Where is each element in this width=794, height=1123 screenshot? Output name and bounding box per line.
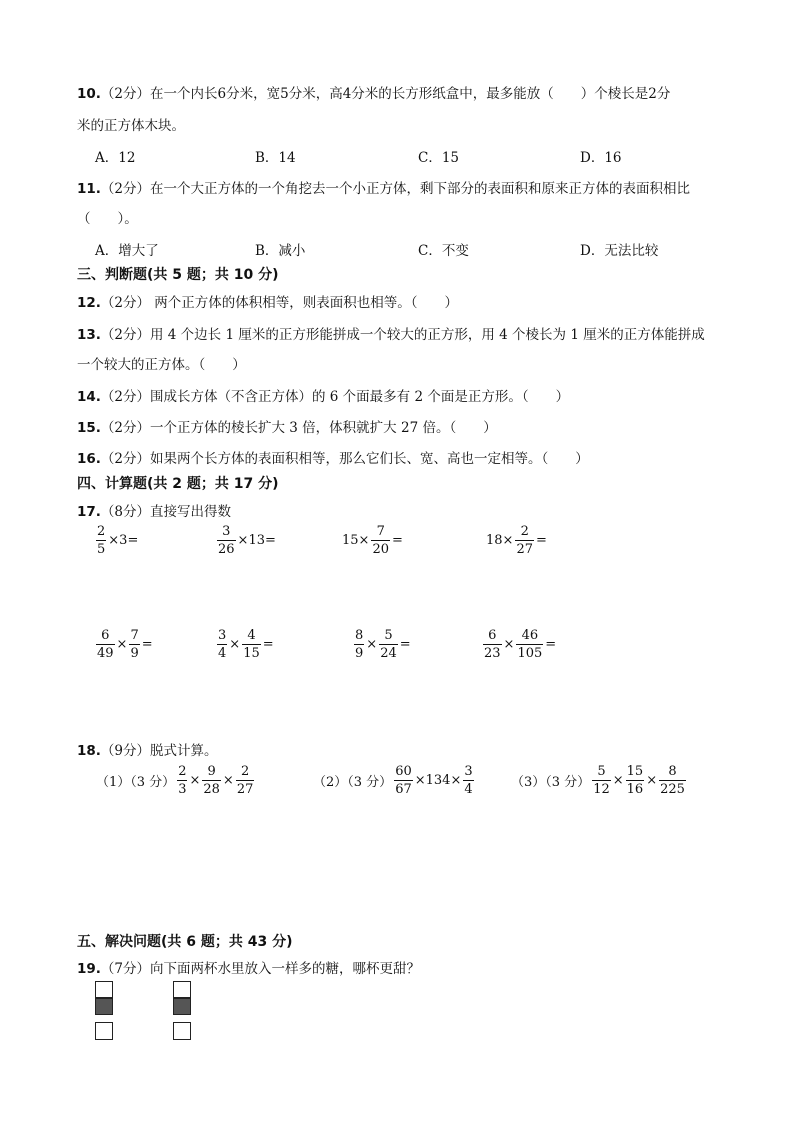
question-19 xyxy=(77,957,420,977)
cup-cell-filled xyxy=(173,998,191,1015)
question-11-line-2: （ ）。 xyxy=(77,211,138,227)
question-number: 16. xyxy=(77,451,101,467)
question-13-line-2: 一个较大的正方体。（ ） xyxy=(77,357,246,373)
question-score: （2分） xyxy=(100,181,151,197)
fraction: $\frac{5}{24}$ xyxy=(380,628,397,661)
section-heading-judgement: 三、判断题(共 5 题；共 10 分) xyxy=(77,267,279,283)
q11-option-d: D．无法比较 xyxy=(580,243,659,259)
fraction: $\frac{2}{27}$ xyxy=(516,524,533,557)
fraction: $\frac{46}{105}$ xyxy=(517,628,543,661)
fraction: $\frac{4}{15}$ xyxy=(243,628,260,661)
question-14 xyxy=(77,385,569,405)
simplify-problem-3: （3）（3 分） $\frac{5}{12}$ × $\frac{15}{16}$ × $\frac{8}{225}$ xyxy=(511,764,685,797)
question-score: （8分） xyxy=(100,504,151,520)
fraction: $\frac{9}{28}$ xyxy=(203,764,220,797)
q11-option-c: C．不变 xyxy=(418,243,469,259)
calc-expression-3: 15× $\frac{7}{20}$ = xyxy=(342,524,403,557)
cup-cell xyxy=(173,1022,191,1040)
question-18 xyxy=(77,739,218,759)
question-score: （2分） xyxy=(100,327,151,343)
calc-expression-6: $\frac{3}{4}$ × $\frac{4}{15}$ = xyxy=(218,628,274,661)
section-heading-word-problems: 五、解决问题(共 6 题；共 43 分) xyxy=(77,934,293,950)
question-text: 两个正方体的体积相等，则表面积也相等。（ ） xyxy=(150,295,459,311)
question-text: 围成长方体（不含正方体）的 6 个面最多有 2 个面是正方形。（ ） xyxy=(150,389,570,405)
question-number: 11. xyxy=(77,181,101,197)
fraction: $\frac{6}{23}$ xyxy=(484,628,501,661)
cup-cell xyxy=(173,981,191,998)
question-text: 如果两个长方体的表面积相等，那么它们长、宽、高也一定相等。（ ） xyxy=(150,451,589,467)
question-17 xyxy=(77,500,231,520)
q10-option-b: B．14 xyxy=(255,150,296,166)
calc-expression-1: $\frac{2}{5}$ ×3= xyxy=(97,524,139,557)
question-text: 在一个内长6分米，宽5分米，高4分米的长方形纸盒中，最多能放（ ）个棱长是2分 xyxy=(150,86,671,102)
question-score: （2分） xyxy=(100,389,151,405)
question-number: 17. xyxy=(77,504,101,520)
question-number: 19. xyxy=(77,961,101,977)
fraction: $\frac{2}{27}$ xyxy=(236,764,254,797)
fraction: $\frac{2}{3}$ xyxy=(178,764,187,797)
calc-expression-8: $\frac{6}{23}$ × $\frac{46}{105}$ = xyxy=(484,628,557,661)
question-text: 直接写出得数 xyxy=(150,504,232,520)
q10-option-d: D．16 xyxy=(580,150,622,166)
q10-option-c: C．15 xyxy=(418,150,460,166)
q11-option-a: A．增大了 xyxy=(95,243,159,259)
simplify-problem-2: （2）（3 分） $\frac{60}{67}$ ×134× $\frac{3}{4}$ xyxy=(313,764,473,797)
question-16 xyxy=(77,447,589,467)
question-number: 14. xyxy=(77,389,101,405)
question-11-line-1 xyxy=(77,177,690,197)
question-10-line-2: 米的正方体木块。 xyxy=(77,118,185,134)
question-score: （2分） xyxy=(100,451,151,467)
cup-cell xyxy=(95,981,113,998)
fraction: $\frac{8}{9}$ xyxy=(355,628,364,661)
question-13-line-1 xyxy=(77,323,705,343)
fraction: $\frac{2}{5}$ xyxy=(97,524,106,557)
fraction: $\frac{7}{20}$ xyxy=(372,524,389,557)
cup-cell xyxy=(95,1022,113,1040)
question-10-line-1 xyxy=(77,82,670,102)
fraction: $\frac{3}{4}$ xyxy=(218,628,227,661)
question-score: （2分） xyxy=(100,420,151,436)
fraction: $\frac{3}{26}$ xyxy=(218,524,235,557)
question-number: 15. xyxy=(77,420,101,436)
question-number: 18. xyxy=(77,743,101,759)
question-12 xyxy=(77,291,458,311)
simplify-problem-1: （1）（3 分） $\frac{2}{3}$ × $\frac{9}{28}$ × $\frac{2}{27}$ xyxy=(96,764,254,797)
question-text: 脱式计算。 xyxy=(150,743,218,759)
question-15 xyxy=(77,416,497,436)
question-text: 用 4 个边长 1 厘米的正方形能拼成一个较大的正方形，用 4 个棱长为 1 厘米的正方体能拼成 xyxy=(150,327,705,343)
calc-expression-5: $\frac{6}{49}$ × $\frac{7}{9}$ = xyxy=(97,628,153,661)
fraction: $\frac{15}{16}$ xyxy=(626,764,644,797)
fraction: $\frac{5}{12}$ xyxy=(593,764,610,797)
question-text: 向下面两杯水里放入一样多的糖，哪杯更甜？ xyxy=(150,961,421,977)
calc-expression-2: $\frac{3}{26}$ ×13= xyxy=(218,524,276,557)
calc-expression-4: 18× $\frac{2}{27}$ = xyxy=(486,524,547,557)
question-score: （2分） xyxy=(100,295,151,311)
calc-expression-7: $\frac{8}{9}$ × $\frac{5}{24}$ = xyxy=(355,628,411,661)
question-score: （2分） xyxy=(100,86,151,102)
question-score: （9分） xyxy=(100,743,151,759)
fraction: $\frac{7}{9}$ xyxy=(130,628,139,661)
question-text: 一个正方体的棱长扩大 3 倍，体积就扩大 27 倍。（ ） xyxy=(150,420,497,436)
question-text: 在一个大正方体的一个角挖去一个小正方体，剩下部分的表面积和原来正方体的表面积相比 xyxy=(150,181,691,197)
question-number: 12. xyxy=(77,295,101,311)
question-score: （7分） xyxy=(100,961,151,977)
fraction: $\frac{6}{49}$ xyxy=(97,628,114,661)
fraction: $\frac{60}{67}$ xyxy=(395,764,412,797)
fraction: $\frac{8}{225}$ xyxy=(660,764,685,797)
q11-option-b: B．减小 xyxy=(255,243,306,259)
section-heading-calculation: 四、计算题(共 2 题；共 17 分) xyxy=(77,476,279,492)
fraction: $\frac{3}{4}$ xyxy=(464,764,473,797)
q10-option-a: A．12 xyxy=(95,150,136,166)
question-number: 10. xyxy=(77,86,101,102)
question-number: 13. xyxy=(77,327,101,343)
cup-cell-filled xyxy=(95,998,113,1015)
